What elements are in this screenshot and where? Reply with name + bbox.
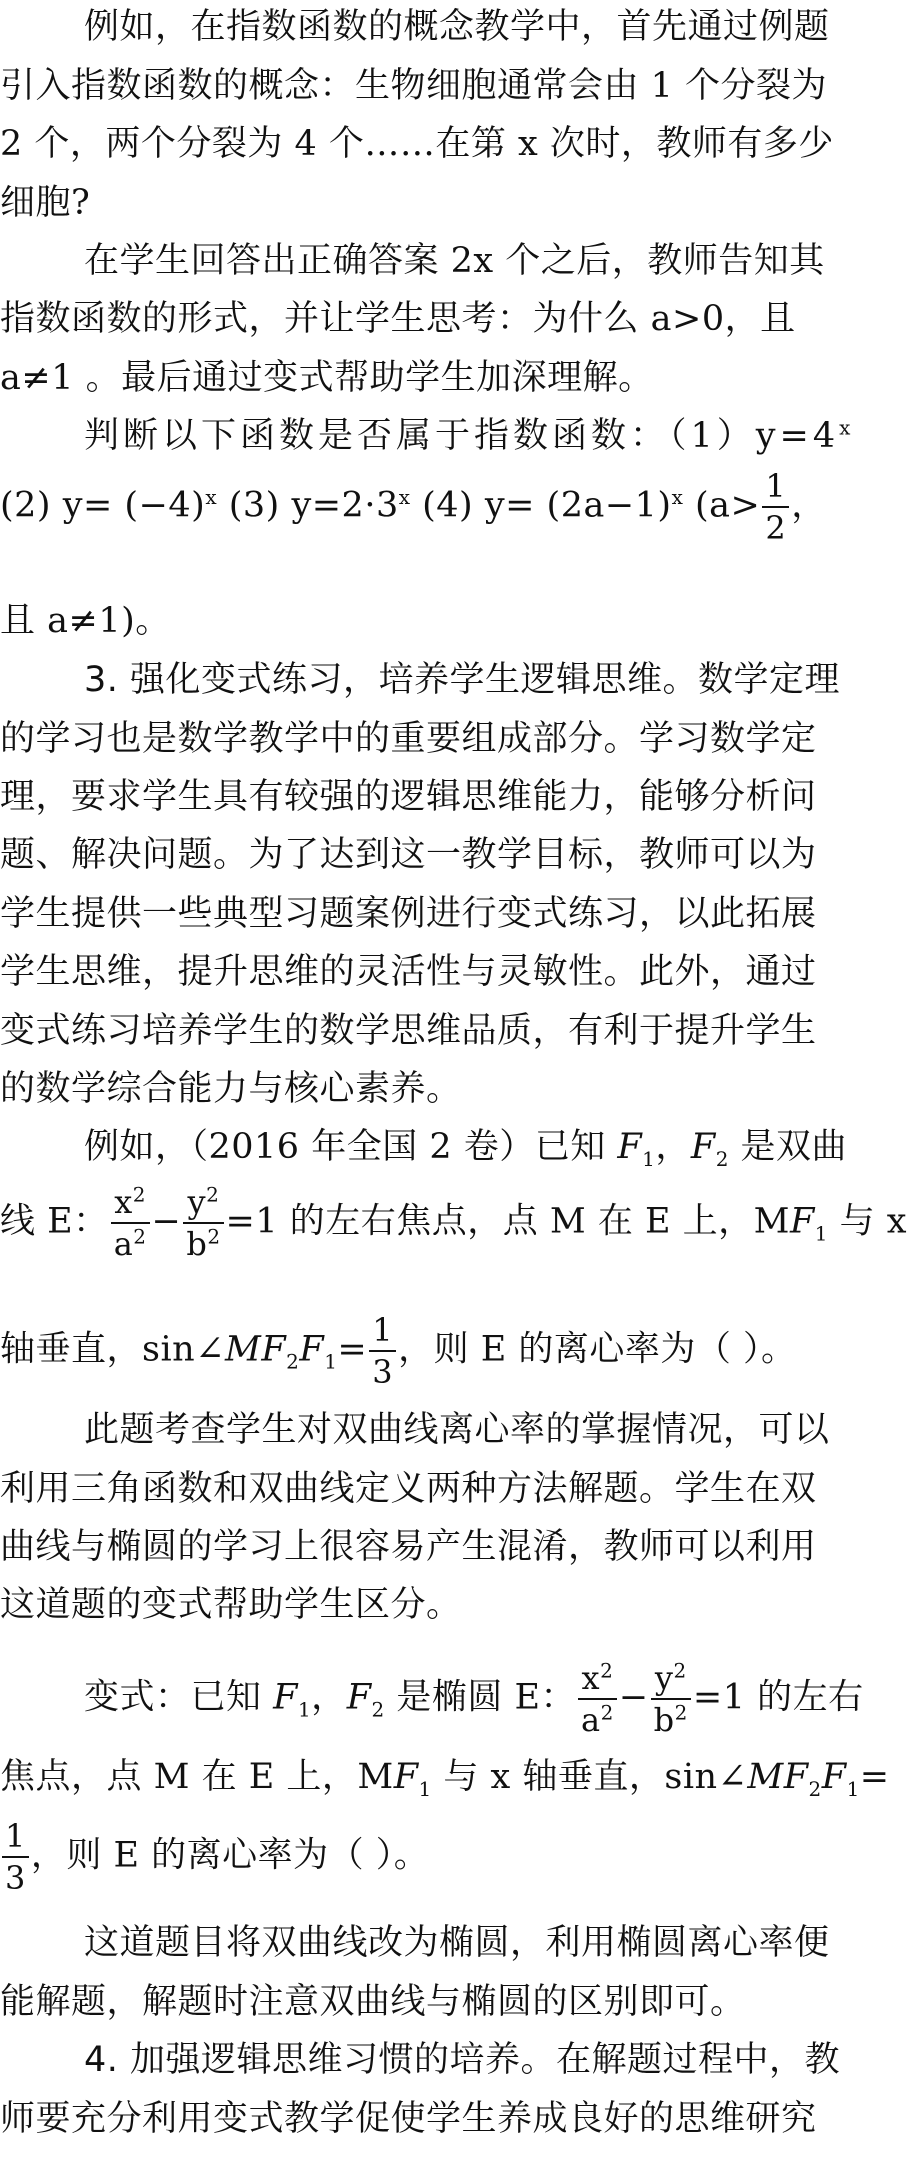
fraction-one-half: $\frac{1}{2}$ (762, 470, 789, 544)
p4-line-3: 曲线与椭圆的学习上很容易产生混淆，教师可以利用 (0, 1527, 817, 1567)
exponent-x: x (205, 484, 218, 509)
p2-line-3: a≠1 。最后通过变式帮助学生加深理解。 (0, 358, 654, 398)
var-line-2: 焦点，点 M 在 E 上，$MF_1$ 与 x 轴垂直，$\sin\angle MF_2F_1=$ (0, 1757, 890, 1801)
s3-line-8: 的数学综合能力与核心素养。 (0, 1069, 462, 1109)
p4-line-4: 这道题的变式帮助学生区分。 (0, 1585, 462, 1625)
s3-line-5: 学生提供一些典型习题案例进行变式练习，以此拓展 (0, 894, 817, 934)
fraction-x2-a2: $\frac{x^2}{a^2}$ (578, 1662, 617, 1736)
p1-line-2: 引入指数函数的概念：生物细胞通常会由 1 个分裂为 (0, 66, 828, 106)
s4-line-1: 4. 加强逻辑思维习惯的培养。在解题过程中，教 (84, 2040, 841, 2080)
exponent-x: x (398, 484, 411, 509)
condition-text: (a> (683, 485, 761, 526)
s3-line-3: 理，要求学生具有较强的逻辑思维能力，能够分析问 (0, 777, 817, 817)
s3-line-4: 题、解决问题。为了达到这一教学目标，教师可以为 (0, 835, 817, 875)
fraction-one-third: $\frac{1}{3}$ (369, 1314, 396, 1388)
fraction-y2-b2: $\frac{y^2}{b^2}$ (651, 1662, 691, 1736)
option-4: (4) y= (2a−1) (410, 485, 672, 526)
p1-line-3: 2 个，两个分裂为 4 个……在第 x 次时，教师有多少 (0, 124, 834, 164)
p1-line-1: 例如，在指数函数的概念教学中，首先通过例题 (84, 7, 830, 47)
exponent-x: x (839, 415, 855, 440)
p2-line-2: 指数函数的形式，并让学生思考：为什么 a>0，且 (0, 299, 796, 339)
section-4-heading: 4. 加强逻辑思维习惯的培养。 (84, 2040, 557, 2080)
fraction-y2-b2: $\frac{y^2}{b^2}$ (183, 1186, 223, 1260)
s3-line-1: 3. 强化变式练习，培养学生逻辑思维。数学定理 (84, 660, 841, 700)
ex-line-2: 线 E： $\frac{x^2}{a^2}$ − $\frac{y^2}{b^2}$ =1 的左右焦点，点 M 在 E 上，$MF_1$ 与 x (0, 1182, 907, 1263)
p3-line-3: 且 a≠1)。 (0, 601, 171, 641)
ex-line-1: 例如，（2016 年全国 2 卷）已知 $F_1$，$F_2$ 是双曲 (84, 1127, 848, 1171)
exponent-x: x (671, 484, 684, 509)
var-line-1: 变式：已知 $F_1$，$F_2$ 是椭圆 E： $\frac{x^2}{a^2}$ − $\frac{y^2}{b^2}$ =1 的左右 (84, 1658, 864, 1739)
p3-line-1 (84, 415, 894, 456)
p3-question-text: 判断以下函数是否属于指数函数：（1）y=4 (84, 416, 840, 456)
option-2: (2) y= (−4) (0, 485, 206, 526)
var-line-3: $\frac{1}{3}$ ，则 E 的离心率为（ ）。 (0, 1820, 894, 1894)
fraction-x2-a2: $\frac{x^2}{a^2}$ (111, 1186, 150, 1260)
p5-line-1: 这道题目将双曲线改为椭圆，利用椭圆离心率便 (84, 1923, 830, 1963)
p1-line-4: 细胞? (0, 183, 91, 223)
s4-line-2: 师要充分利用变式教学促使学生养成良好的思维研究 (0, 2099, 817, 2139)
option-3: (3) y=2·3 (217, 485, 399, 526)
ex-line-3: 轴垂直，$\sin\angle MF_2F_1=$ $\frac{1}{3}$ ，则 E 的离心率为（ ）。 (0, 1311, 797, 1391)
p4-line-2: 利用三角函数和双曲线定义两种方法解题。学生在双 (0, 1469, 817, 1509)
section-3-heading: 3. 强化变式练习，培养学生逻辑思维。 (84, 660, 699, 700)
p4-line-1: 此题考查学生对双曲线离心率的掌握情况，可以 (84, 1410, 830, 1450)
fraction-one-third: $\frac{1}{3}$ (2, 1820, 29, 1894)
s3-line-7: 变式练习培养学生的数学思维品质，有利于提升学生 (0, 1011, 817, 1051)
p3-line-2: (2) $y= (-4)^x$ (3) $y=2\cdot 3^x$ (4) $y= (2a-1)^x$ (a> $\frac{1}{2}$ ， (0, 467, 827, 547)
s3-line-6: 学生思维，提升思维的灵活性与灵敏性。此外，通过 (0, 952, 817, 992)
p2-line-1: 在学生回答出正确答案 2x 个之后，教师告知其 (84, 241, 825, 281)
p5-line-2: 能解题，解题时注意双曲线与椭圆的区别即可。 (0, 1982, 746, 2022)
s3-line-2: 的学习也是数学教学中的重要组成部分。学习数学定 (0, 719, 817, 759)
